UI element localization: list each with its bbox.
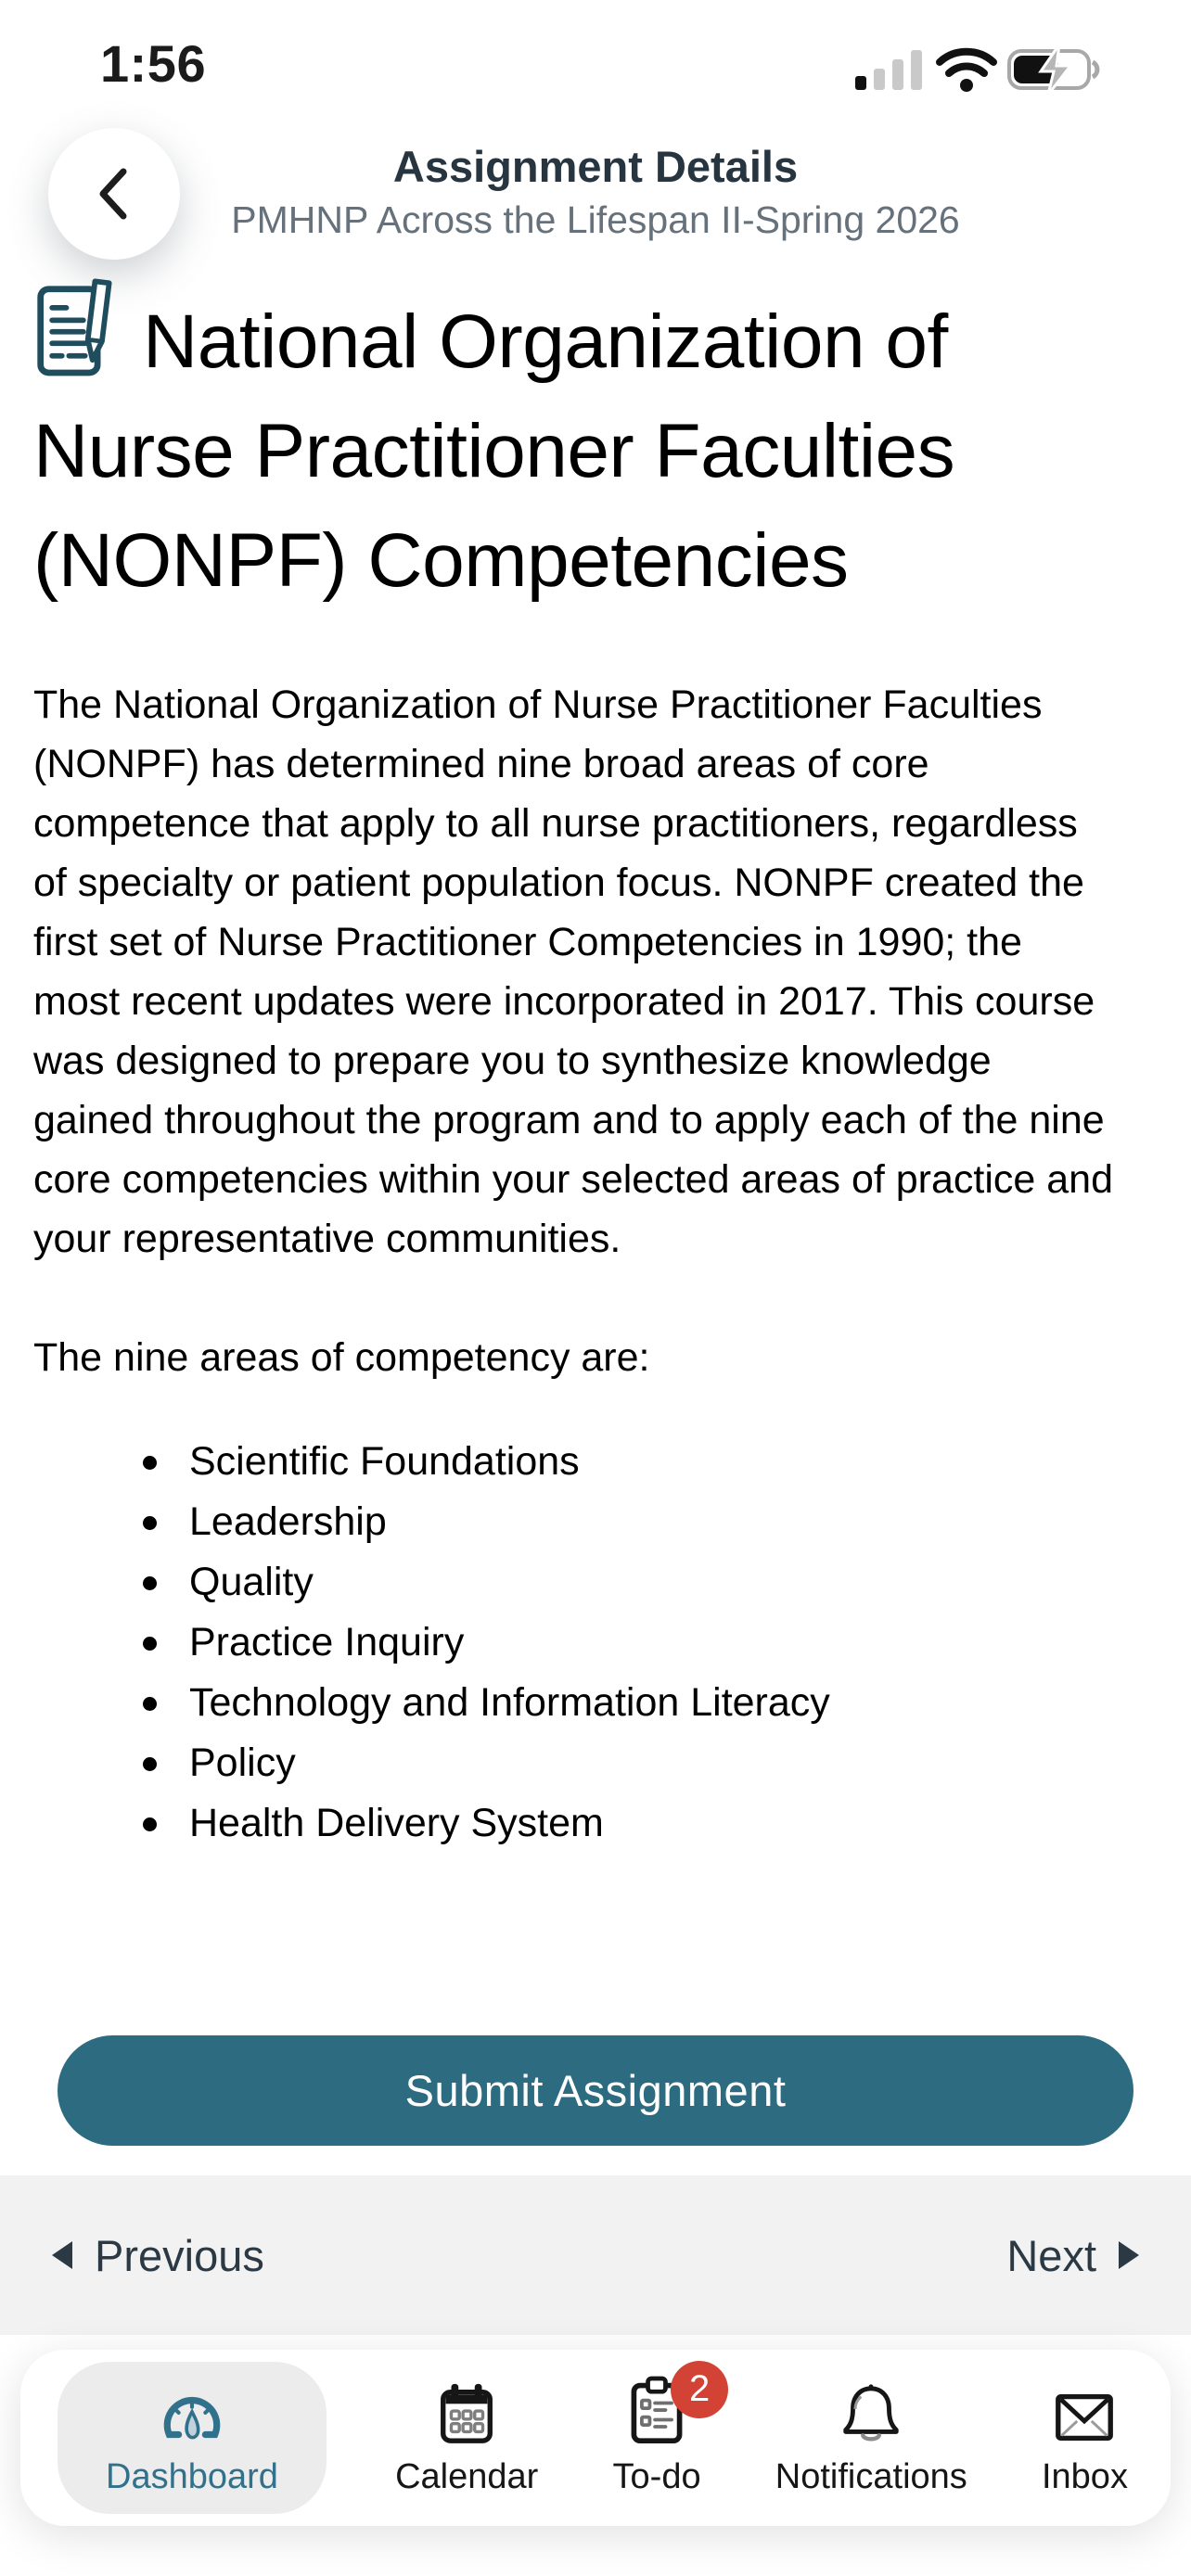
course-subtitle: PMHNP Across the Lifespan II-Spring 2026 [231,198,960,241]
previous-label: Previous [95,2230,264,2280]
assignment-document-icon [33,274,122,380]
status-time: 1:56 [100,34,207,93]
tab-calendar[interactable] [390,2362,544,2514]
tab-notifications-label: Notifications [775,2456,967,2496]
tab-inbox[interactable] [1036,2362,1133,2514]
tab-notifications[interactable] [770,2362,973,2514]
triangle-right-icon [1119,2241,1139,2269]
notifications-bell-icon [838,2381,904,2446]
triangle-left-icon [52,2241,72,2269]
next-label: Next [1006,2230,1096,2280]
assignment-description: The National Organization of Nurse Practitioner Faculties (NONPF) has determined nine broad areas of core competence that apply to all nurse practitioners, regardless of specialty or patient population focus. NONPF created the first set of Nurse Practitioner Competencies in 1990; the most recent updates were incorporated in 2017. This course was designed to prepare you to synthesize knowledge gained throughout the program and to apply each of the nine core competencies within your selected areas of practice and your representative communities. [33,682,1114,1261]
todo-badge: 2 [671,2361,728,2418]
page-title: Assignment Details [392,142,799,191]
tab-dashboard-label: Dashboard [106,2456,278,2496]
competency-item: Practice Inquiry [152,1613,1154,1673]
assignment-title-text: National Organization of Nurse Practitioner Faculties (NONPF) Competencies [33,300,955,603]
dashboard-gauge-icon [158,2387,226,2446]
competency-list-intro: The nine areas of competency are: [33,1335,650,1380]
competency-item: Leadership [152,1492,1154,1552]
competency-list [33,1432,1154,1854]
inbox-envelope-icon [1051,2389,1118,2446]
tab-calendar-label: Calendar [395,2456,539,2496]
previous-button[interactable] [52,2230,264,2281]
competency-item: Technology and Information Literacy [152,1673,1154,1733]
tab-todo[interactable] [608,2362,711,2514]
calendar-icon [434,2381,499,2446]
tab-inbox-label: Inbox [1041,2456,1128,2496]
competency-item: Health Delivery System [152,1793,1154,1854]
pager-bar [0,2175,1191,2335]
tab-todo-label: To-do [612,2456,701,2496]
tab-bar [20,2350,1171,2526]
competency-item: Scientific Foundations [152,1432,1154,1492]
competency-item: Policy [152,1733,1154,1793]
submit-assignment-button[interactable]: Submit Assignment [58,2035,1133,2146]
next-button[interactable] [1006,2230,1139,2281]
assignment-title [33,274,989,616]
competency-item: Quality [152,1552,1154,1613]
tab-dashboard[interactable] [58,2362,327,2514]
